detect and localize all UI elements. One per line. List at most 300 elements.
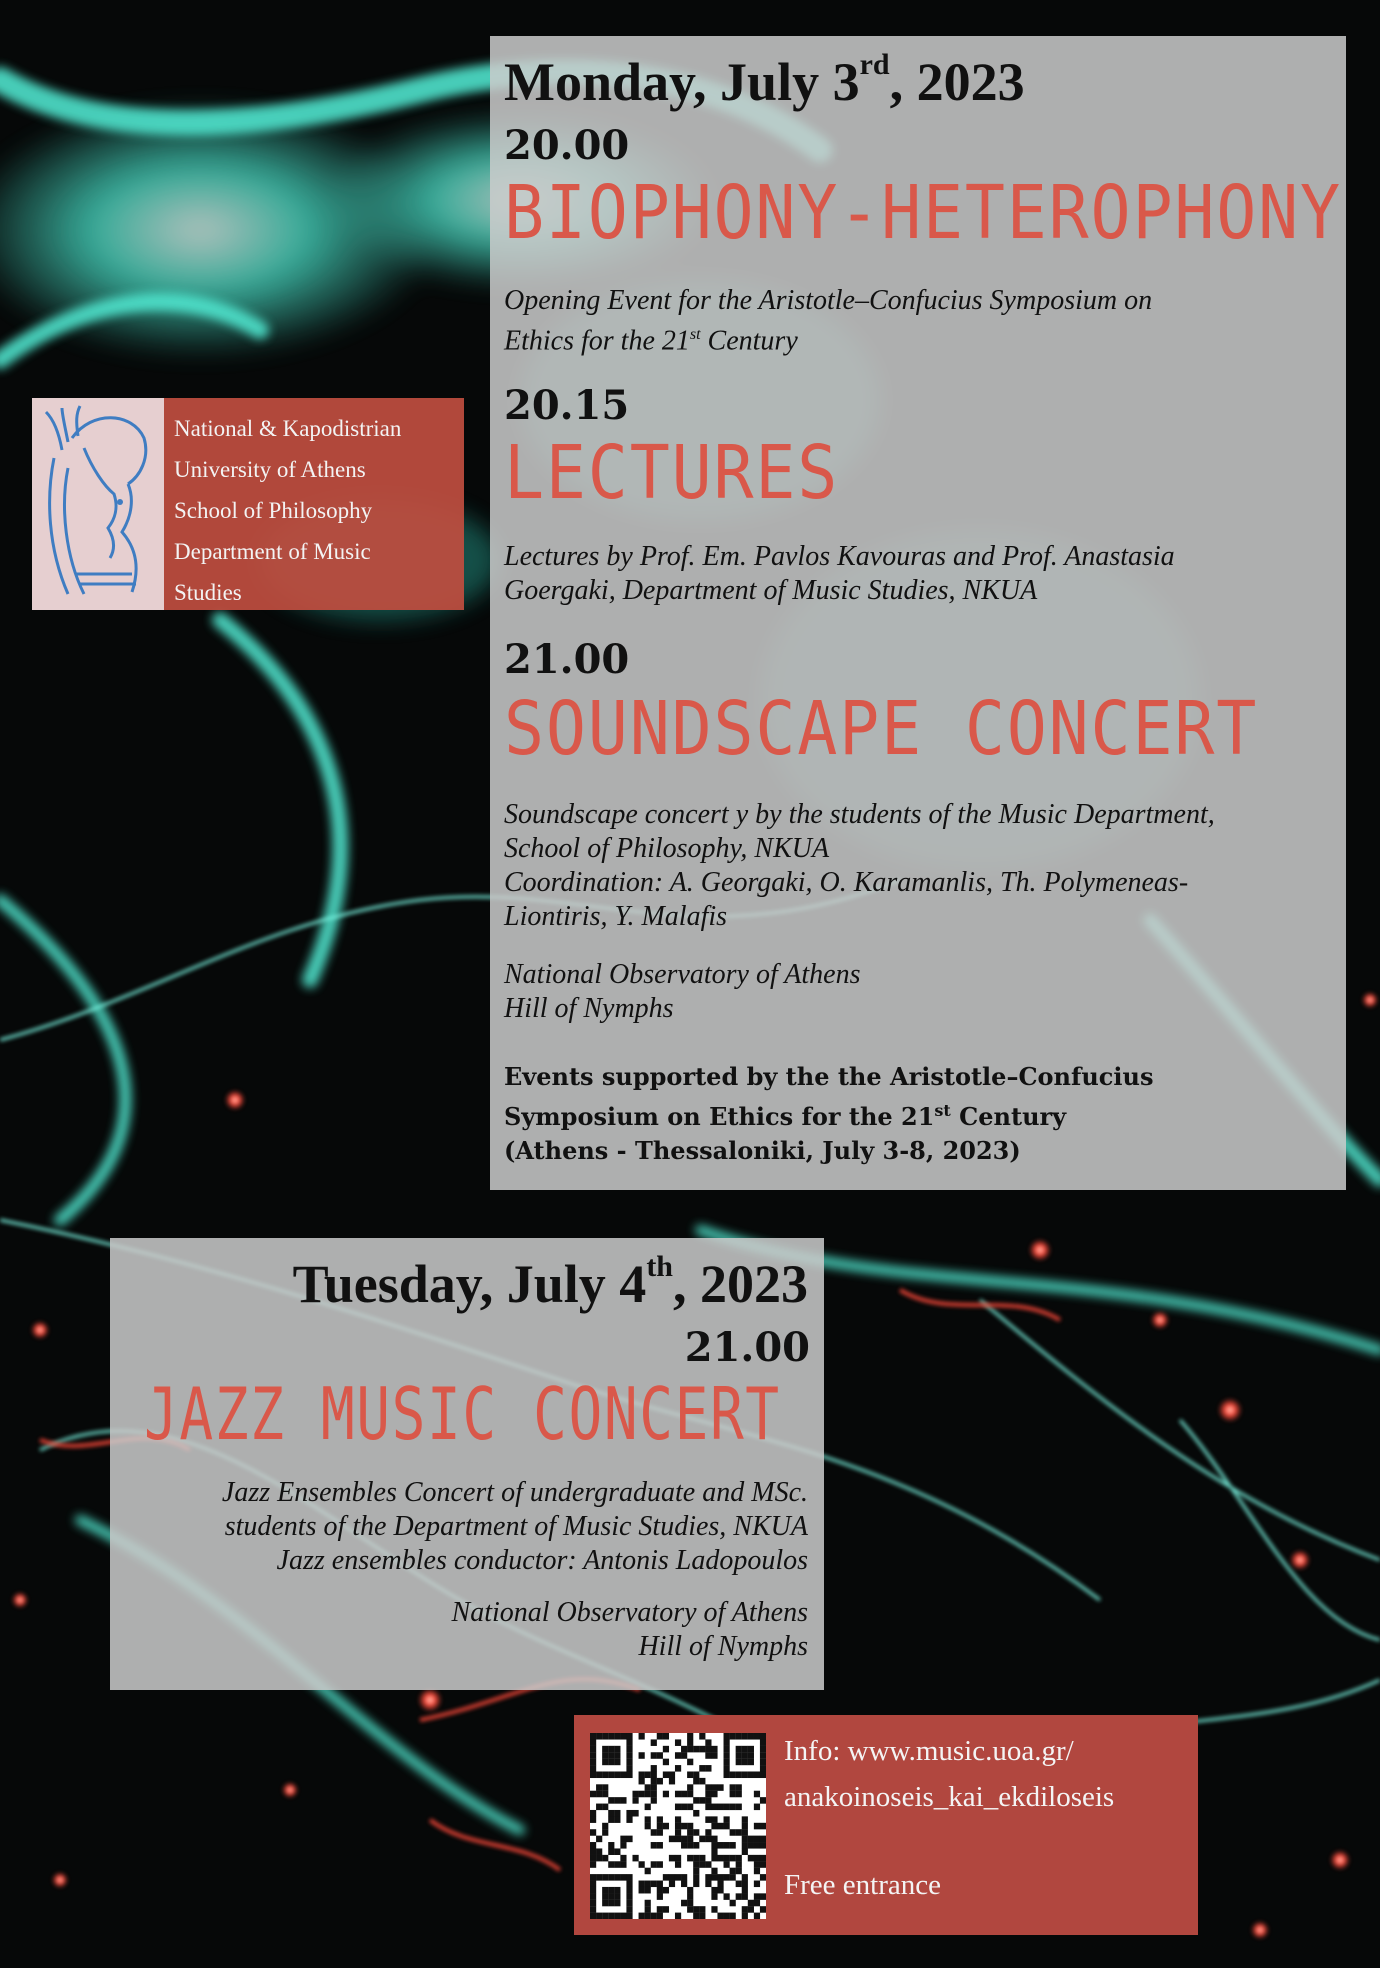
qr-module xyxy=(663,1746,669,1753)
qr-module xyxy=(651,1861,657,1868)
qr-module xyxy=(602,1887,608,1894)
qr-module xyxy=(711,1746,717,1753)
venue-line: Hill of Nymphs xyxy=(504,993,674,1024)
qr-module xyxy=(742,1848,748,1855)
qr-module xyxy=(748,1900,754,1907)
event-description xyxy=(504,798,1344,934)
qr-module xyxy=(687,1887,693,1894)
qr-module xyxy=(639,1752,645,1759)
qr-module xyxy=(693,1874,699,1881)
tuesday-day-text: Tuesday, July 4 xyxy=(292,1254,647,1314)
qr-module xyxy=(724,1913,730,1919)
qr-module xyxy=(675,1861,681,1868)
qr-module xyxy=(675,1836,681,1843)
qr-module xyxy=(614,1759,620,1766)
desc-line: School of Philosophy, NKUA xyxy=(504,833,830,864)
qr-module xyxy=(657,1861,663,1868)
qr-module xyxy=(651,1771,657,1778)
qr-module xyxy=(724,1893,730,1900)
qr-module xyxy=(717,1823,723,1830)
qr-module xyxy=(742,1836,748,1843)
qr-module xyxy=(663,1823,669,1830)
qr-module xyxy=(645,1881,651,1888)
qr-module xyxy=(736,1746,742,1753)
qr-module xyxy=(724,1733,730,1740)
qr-module xyxy=(675,1816,681,1823)
qr-module xyxy=(620,1836,626,1843)
qr-module xyxy=(748,1771,754,1778)
qr-module xyxy=(724,1759,730,1766)
qr-module xyxy=(730,1874,736,1881)
support-part: Symposium on Ethics for the 21 xyxy=(504,1102,935,1131)
desc-line: Coordination: A. Georgaki, O. Karamanlis, Th. Polymeneas- xyxy=(504,867,1189,898)
qr-module xyxy=(590,1771,596,1778)
qr-module xyxy=(590,1752,596,1759)
qr-module xyxy=(681,1842,687,1849)
qr-module xyxy=(748,1855,754,1862)
qr-module xyxy=(681,1752,687,1759)
qr-module xyxy=(693,1868,699,1875)
qr-module xyxy=(699,1765,705,1772)
qr-module xyxy=(760,1855,766,1862)
qr-module xyxy=(699,1913,705,1919)
qr-module xyxy=(657,1752,663,1759)
qr-module xyxy=(590,1816,596,1823)
qr-module xyxy=(736,1733,742,1740)
qr-module xyxy=(608,1893,614,1900)
qr-module xyxy=(724,1823,730,1830)
qr-module xyxy=(693,1842,699,1849)
qr-module xyxy=(742,1874,748,1881)
qr-module xyxy=(724,1746,730,1753)
qr-module xyxy=(620,1842,626,1849)
support-note xyxy=(504,1060,1334,1168)
qr-module xyxy=(681,1791,687,1798)
qr-module xyxy=(657,1887,663,1894)
qr-module xyxy=(724,1842,730,1849)
event-title-jazz: JAZZ MUSIC CONCERT xyxy=(144,1372,781,1456)
qr-module xyxy=(614,1733,620,1740)
desc-part: Ethics for the 21 xyxy=(504,325,690,357)
qr-module xyxy=(717,1913,723,1919)
qr-module xyxy=(590,1893,596,1900)
desc-line: Lectures by Prof. Em. Pavlos Kavouras and Prof. Anastasia xyxy=(504,541,1175,572)
qr-module xyxy=(651,1881,657,1888)
qr-module xyxy=(736,1791,742,1798)
qr-module xyxy=(687,1759,693,1766)
qr-module xyxy=(687,1791,693,1798)
monday-date xyxy=(504,48,1025,112)
qr-module xyxy=(717,1874,723,1881)
qr-module xyxy=(730,1771,736,1778)
qr-module xyxy=(736,1752,742,1759)
qr-module xyxy=(626,1887,632,1894)
qr-module xyxy=(669,1881,675,1888)
qr-module xyxy=(742,1881,748,1888)
event-time: 20.15 xyxy=(504,382,630,429)
qr-module xyxy=(590,1739,596,1746)
qr-module xyxy=(626,1881,632,1888)
qr-module xyxy=(760,1765,766,1772)
qr-module xyxy=(730,1829,736,1836)
qr-module xyxy=(687,1855,693,1862)
qr-module xyxy=(602,1771,608,1778)
qr-module xyxy=(693,1810,699,1817)
qr-module xyxy=(699,1836,705,1843)
qr-module xyxy=(645,1804,651,1811)
university-line: National & Kapodistrian xyxy=(174,416,402,441)
event-title-soundscape: SOUNDSCAPE CONCERT xyxy=(504,686,1259,772)
info-box xyxy=(574,1715,1198,1935)
qr-module xyxy=(632,1855,638,1862)
qr-module xyxy=(657,1778,663,1785)
qr-module xyxy=(705,1752,711,1759)
qr-module xyxy=(608,1816,614,1823)
qr-module xyxy=(620,1913,626,1919)
monday-year: , 2023 xyxy=(889,52,1025,112)
qr-module xyxy=(742,1893,748,1900)
qr-module xyxy=(754,1771,760,1778)
qr-module xyxy=(717,1842,723,1849)
qr-module xyxy=(711,1906,717,1913)
qr-module xyxy=(730,1784,736,1791)
support-sup: st xyxy=(934,1101,951,1120)
support-line: (Athens - Thessaloniki, July 3-8, 2023) xyxy=(504,1136,1021,1165)
qr-module xyxy=(705,1797,711,1804)
qr-module xyxy=(614,1771,620,1778)
qr-module xyxy=(626,1759,632,1766)
qr-module xyxy=(754,1861,760,1868)
qr-module xyxy=(754,1913,760,1919)
qr-module xyxy=(614,1848,620,1855)
qr-module xyxy=(736,1861,742,1868)
qr-module xyxy=(639,1887,645,1894)
qr-module xyxy=(645,1823,651,1830)
qr-module xyxy=(736,1829,742,1836)
qr-module xyxy=(705,1791,711,1798)
qr-module xyxy=(754,1836,760,1843)
support-line: Events supported by the the Aristotle–Confucius xyxy=(504,1062,1154,1091)
qr-module xyxy=(699,1746,705,1753)
qr-module xyxy=(754,1823,760,1830)
qr-module xyxy=(705,1881,711,1888)
qr-module xyxy=(602,1823,608,1830)
qr-module xyxy=(705,1816,711,1823)
qr-module xyxy=(760,1759,766,1766)
qr-module xyxy=(742,1771,748,1778)
qr-module xyxy=(675,1765,681,1772)
qr-module xyxy=(711,1887,717,1894)
qr-module xyxy=(742,1746,748,1753)
qr-module xyxy=(620,1771,626,1778)
qr-module xyxy=(608,1887,614,1894)
qr-module xyxy=(602,1759,608,1766)
qr-module xyxy=(632,1810,638,1817)
qr-module xyxy=(626,1900,632,1907)
qr-module xyxy=(608,1771,614,1778)
qr-module xyxy=(760,1752,766,1759)
qr-module xyxy=(602,1804,608,1811)
qr-module xyxy=(639,1791,645,1798)
qr-module xyxy=(724,1752,730,1759)
qr-module xyxy=(596,1771,602,1778)
qr-module xyxy=(754,1804,760,1811)
qr-code-graphic xyxy=(590,1733,766,1919)
qr-module xyxy=(687,1900,693,1907)
qr-module xyxy=(742,1823,748,1830)
qr-module xyxy=(760,1797,766,1804)
qr-module xyxy=(657,1913,663,1919)
qr-module xyxy=(602,1855,608,1862)
qr-module xyxy=(596,1784,602,1791)
monday-day-text: Monday, July 3 xyxy=(504,52,860,112)
university-name xyxy=(174,408,464,613)
qr-module xyxy=(608,1797,614,1804)
university-line: University of Athens xyxy=(174,457,366,482)
qr-module xyxy=(614,1746,620,1753)
qr-module xyxy=(602,1746,608,1753)
qr-module xyxy=(717,1804,723,1811)
qr-module xyxy=(705,1739,711,1746)
qr-module xyxy=(626,1739,632,1746)
qr-module xyxy=(651,1829,657,1836)
qr-module xyxy=(608,1746,614,1753)
qr-module xyxy=(596,1848,602,1855)
qr-module xyxy=(754,1881,760,1888)
qr-module xyxy=(711,1893,717,1900)
qr-module xyxy=(693,1913,699,1919)
qr-module xyxy=(760,1836,766,1843)
qr-module xyxy=(681,1823,687,1830)
qr-module xyxy=(626,1874,632,1881)
qr-module xyxy=(657,1823,663,1830)
event-description xyxy=(504,540,1334,608)
university-line: Studies xyxy=(174,580,242,605)
qr-module xyxy=(590,1765,596,1772)
qr-module xyxy=(626,1771,632,1778)
qr-module xyxy=(754,1868,760,1875)
qr-module xyxy=(626,1906,632,1913)
qr-module xyxy=(614,1816,620,1823)
qr-module xyxy=(742,1906,748,1913)
tuesday-day-suffix: th xyxy=(646,1250,673,1283)
qr-module xyxy=(590,1746,596,1753)
qr-module xyxy=(651,1842,657,1849)
desc-line: Goergaki, Department of Music Studies, NKUA xyxy=(504,575,1038,606)
qr-module xyxy=(602,1900,608,1907)
qr-module xyxy=(736,1804,742,1811)
qr-module xyxy=(693,1881,699,1888)
qr-module xyxy=(699,1855,705,1862)
qr-module xyxy=(614,1900,620,1907)
desc-line: Soundscape concert y by the students of the Music Department, xyxy=(504,799,1215,830)
qr-module xyxy=(608,1842,614,1849)
qr-module xyxy=(754,1893,760,1900)
event-venue xyxy=(118,1596,808,1664)
qr-module xyxy=(736,1759,742,1766)
venue-line: National Observatory of Athens xyxy=(504,959,861,990)
event-description xyxy=(118,1476,808,1578)
qr-module xyxy=(687,1842,693,1849)
qr-module xyxy=(651,1791,657,1798)
qr-module xyxy=(626,1765,632,1772)
qr-module xyxy=(651,1797,657,1804)
qr-module xyxy=(626,1752,632,1759)
qr-module xyxy=(596,1836,602,1843)
qr-module xyxy=(675,1823,681,1830)
qr-module xyxy=(675,1855,681,1862)
qr-module xyxy=(596,1804,602,1811)
qr-module xyxy=(748,1836,754,1843)
qr-module xyxy=(626,1746,632,1753)
qr-module xyxy=(675,1874,681,1881)
qr-module xyxy=(651,1739,657,1746)
qr-module xyxy=(748,1746,754,1753)
qr-module xyxy=(681,1746,687,1753)
qr-module xyxy=(736,1784,742,1791)
qr-module xyxy=(754,1855,760,1862)
qr-module xyxy=(590,1842,596,1849)
qr-module xyxy=(669,1778,675,1785)
qr-module xyxy=(639,1861,645,1868)
university-logo xyxy=(32,398,164,610)
qr-module xyxy=(602,1893,608,1900)
qr-module xyxy=(724,1855,730,1862)
desc-line: students of the Department of Music Studies, NKUA xyxy=(224,1511,808,1542)
qr-module xyxy=(596,1733,602,1740)
qr-module xyxy=(711,1823,717,1830)
qr-module xyxy=(711,1836,717,1843)
qr-module xyxy=(717,1887,723,1894)
qr-module xyxy=(705,1746,711,1753)
qr-module xyxy=(626,1836,632,1843)
qr-module xyxy=(590,1874,596,1881)
qr-module xyxy=(620,1855,626,1862)
qr-module xyxy=(590,1848,596,1855)
qr-module xyxy=(742,1913,748,1919)
qr-module xyxy=(742,1887,748,1894)
qr-module xyxy=(736,1868,742,1875)
qr-module xyxy=(687,1804,693,1811)
qr-module xyxy=(602,1791,608,1798)
qr-module xyxy=(620,1861,626,1868)
qr-module xyxy=(663,1759,669,1766)
qr-module xyxy=(730,1855,736,1862)
qr-module xyxy=(705,1874,711,1881)
monday-panel xyxy=(490,36,1346,1190)
qr-module xyxy=(590,1810,596,1817)
qr-module xyxy=(645,1784,651,1791)
qr-module xyxy=(687,1784,693,1791)
qr-module xyxy=(711,1874,717,1881)
event-title-lectures: LECTURES xyxy=(504,430,840,516)
qr-module xyxy=(717,1784,723,1791)
qr-code-icon[interactable] xyxy=(590,1733,766,1919)
qr-module xyxy=(596,1874,602,1881)
qr-module xyxy=(730,1913,736,1919)
qr-module xyxy=(590,1829,596,1836)
support-part: Century xyxy=(950,1102,1067,1131)
qr-module xyxy=(730,1900,736,1907)
event-title-biophony: BIOPHONY-HETEROPHONY xyxy=(504,170,1342,256)
qr-module xyxy=(699,1906,705,1913)
qr-module xyxy=(687,1746,693,1753)
qr-module xyxy=(651,1752,657,1759)
qr-module xyxy=(717,1855,723,1862)
qr-module xyxy=(626,1810,632,1817)
qr-module xyxy=(724,1771,730,1778)
qr-module xyxy=(693,1771,699,1778)
qr-module xyxy=(748,1759,754,1766)
qr-module xyxy=(681,1836,687,1843)
qr-module xyxy=(681,1804,687,1811)
free-entrance-text: Free entrance xyxy=(784,1869,941,1901)
university-line: Department of Music xyxy=(174,539,371,564)
qr-module xyxy=(675,1752,681,1759)
qr-module xyxy=(614,1797,620,1804)
qr-module xyxy=(614,1893,620,1900)
tuesday-year: , 2023 xyxy=(673,1254,808,1314)
qr-module xyxy=(620,1874,626,1881)
qr-module xyxy=(693,1797,699,1804)
qr-module xyxy=(730,1868,736,1875)
qr-module xyxy=(705,1861,711,1868)
qr-module xyxy=(657,1842,663,1849)
qr-module xyxy=(645,1816,651,1823)
qr-module xyxy=(639,1778,645,1785)
qr-module xyxy=(614,1810,620,1817)
qr-module xyxy=(730,1842,736,1849)
qr-module xyxy=(639,1771,645,1778)
info-url-line1[interactable]: Info: www.music.uoa.gr/ xyxy=(784,1735,1074,1767)
qr-module xyxy=(608,1759,614,1766)
qr-module xyxy=(681,1874,687,1881)
qr-module xyxy=(742,1842,748,1849)
qr-module xyxy=(705,1804,711,1811)
qr-module xyxy=(693,1906,699,1913)
desc-part: Century xyxy=(700,325,798,357)
qr-module xyxy=(596,1855,602,1862)
qr-module xyxy=(736,1771,742,1778)
info-url-line2[interactable]: anakoinoseis_kai_ekdiloseis xyxy=(784,1781,1115,1813)
qr-module xyxy=(754,1733,760,1740)
qr-module xyxy=(651,1765,657,1772)
qr-module xyxy=(639,1881,645,1888)
qr-module xyxy=(608,1848,614,1855)
qr-module xyxy=(590,1861,596,1868)
qr-module xyxy=(705,1765,711,1772)
qr-module xyxy=(663,1887,669,1894)
qr-module xyxy=(596,1913,602,1919)
qr-module xyxy=(693,1778,699,1785)
qr-module xyxy=(669,1855,675,1862)
qr-module xyxy=(760,1739,766,1746)
qr-module xyxy=(675,1791,681,1798)
qr-module xyxy=(693,1829,699,1836)
qr-module xyxy=(705,1829,711,1836)
qr-module xyxy=(687,1739,693,1746)
qr-module xyxy=(724,1804,730,1811)
qr-module xyxy=(645,1868,651,1875)
qr-module xyxy=(663,1906,669,1913)
qr-module xyxy=(730,1733,736,1740)
qr-module xyxy=(626,1816,632,1823)
qr-module xyxy=(620,1797,626,1804)
qr-module xyxy=(687,1771,693,1778)
qr-module xyxy=(760,1733,766,1740)
qr-module xyxy=(687,1829,693,1836)
qr-module xyxy=(602,1733,608,1740)
